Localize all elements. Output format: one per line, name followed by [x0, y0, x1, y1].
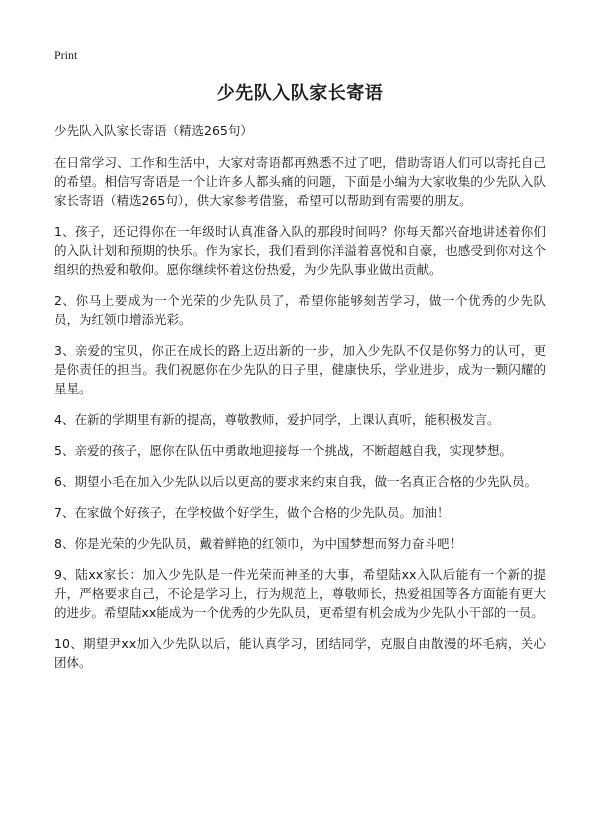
message-item-5: 5、亲爱的孩子，愿你在队伍中勇敢地迎接每一个挑战，不断超越自我，实现梦想。 [54, 443, 512, 458]
message-item-8: 8、你是光荣的少先队员，戴着鲜艳的红领巾，为中国梦想而努力奋斗吧！ [54, 536, 462, 551]
message-item-10: 10、期望尹xx加入少先队以后，能认真学习，团结同学，克服自由散漫的坏毛病，关心团体。 [54, 636, 546, 670]
intro-paragraph: 在日常学习、工作和生活中，大家对寄语都再熟悉不过了吧，借助寄语人们可以寄托自己的希望。相信写寄语是一个让许多人都头痛的问题，下面是小编为大家收集的少先队入队家长寄语（精选265句），供大家参考借鉴，希望可以帮助到有需要的朋友。 [54, 155, 546, 208]
message-item-1: 1、孩子，还记得你在一年级时认真准备入队的那段时间吗？你每天都兴奋地讲述着你们的入队计划和预期的快乐。作为家长，我们看到你洋溢着喜悦和自豪，也感受到你对这个组织的热爱和敬仰。愿你继续怀着这份热爱，为少先队事业做出贡献。 [54, 224, 546, 277]
message-item-9: 9、陆xx家长：加入少先队是一件光荣而神圣的大事，希望陆xx入队后能有一个新的提升，严格要求自己，不论是学习上，行为规范上，尊敬师长，热爱祖国等各方面能有更大的进步。希望陆xx能成为一个优秀的少先队员，更希望有机会成为少先队小干部的一员。 [54, 567, 546, 620]
message-item-4: 4、在新的学期里有新的提高，尊敬教师，爱护同学，上课认真听，能积极发言。 [54, 412, 500, 427]
document-subtitle: 少先队入队家长寄语（精选265句） [54, 123, 253, 138]
message-item-7: 7、在家做个好孩子，在学校做个好学生，做个合格的少先队员。加油！ [54, 505, 450, 520]
message-item-3: 3、亲爱的宝贝，你正在成长的路上迈出新的一步，加入少先队不仅是你努力的认可，更是你责任的担当。我们祝愿你在少先队的日子里，健康快乐，学业进步，成为一颗闪耀的星星。 [54, 343, 546, 396]
document-title: 少先队入队家长寄语 [216, 83, 384, 104]
message-item-2: 2、你马上要成为一个光荣的少先队员了，希望你能够刻苦学习，做一个优秀的少先队员，为红领巾增添光彩。 [54, 293, 546, 327]
message-item-6: 6、期望小毛在加入少先队以后以更高的要求来约束自我，做一名真正合格的少先队员。 [54, 474, 537, 489]
print-link[interactable]: Print [54, 48, 78, 62]
